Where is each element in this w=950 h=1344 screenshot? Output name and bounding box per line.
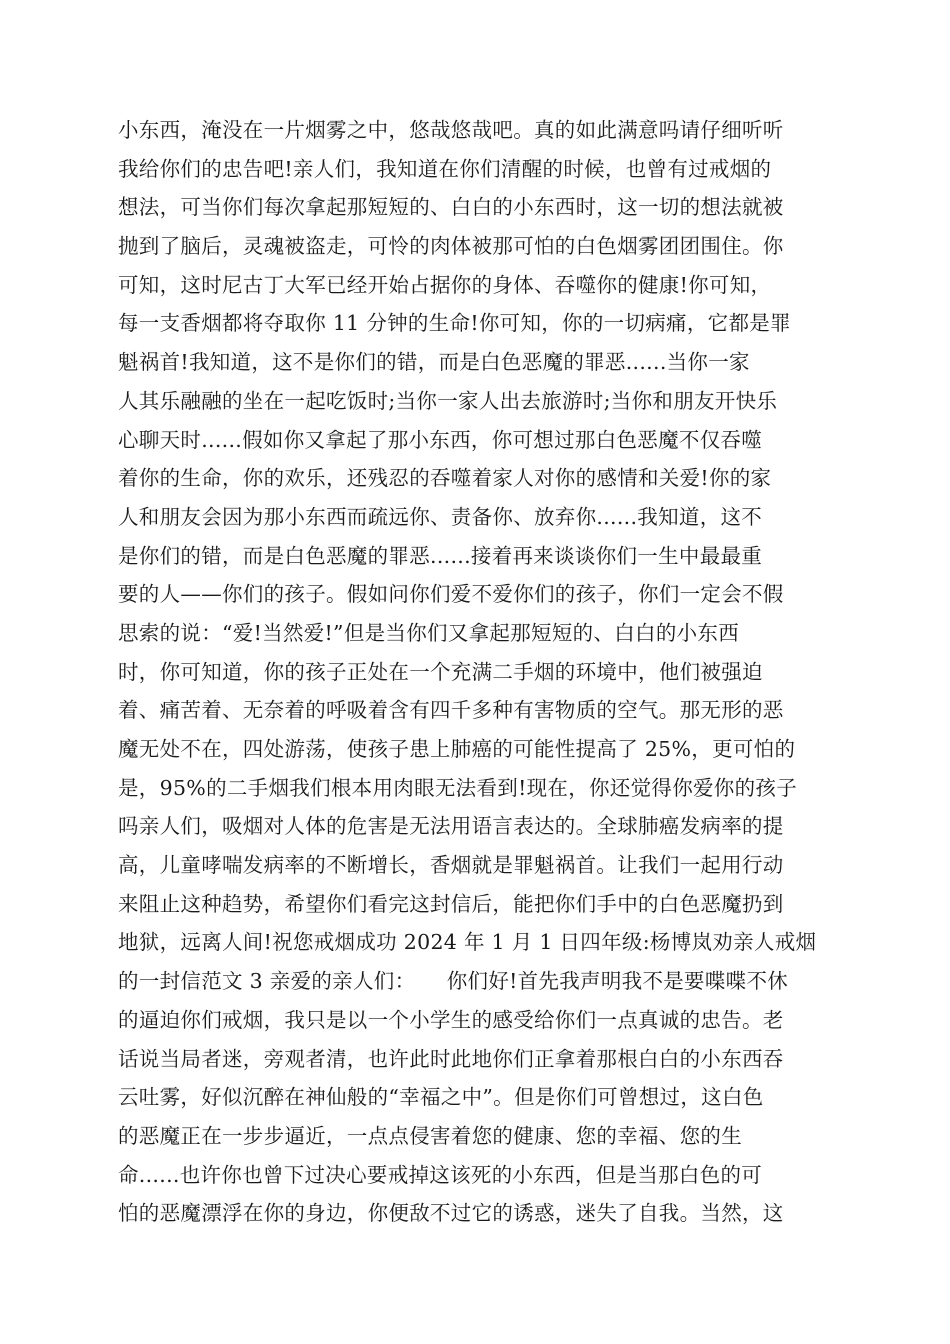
- text-line: 高，儿童哮喘发病率的不断增长，香烟就是罪魁祸首。让我们一起用行动: [118, 853, 784, 878]
- text-line: 魁祸首!我知道，这不是你们的错，而是白色恶魔的罪恶......当你一家: [118, 350, 750, 375]
- text-line: 心聊天时......假如你又拿起了那小东西，你可想过那白色恶魔不仅吞噬: [118, 427, 763, 452]
- text-line: 的逼迫你们戒烟，我只是以一个小学生的感受给你们一点真诚的忠告。老: [118, 1007, 784, 1032]
- text-line: 魔无处不在，四处游荡，使孩子患上肺癌的可能性提高了 25%，更可怕的: [118, 737, 796, 761]
- text-line: 抛到了脑后，灵魂被盗走，可怜的肉体被那可怕的白色烟雾团团围住。你: [118, 234, 784, 259]
- text-line: 着你的生命，你的欢乐，还残忍的吞噬着家人对你的感情和关爱!你的家: [118, 466, 772, 491]
- text-line: 来阻止这种趋势，希望你们看完这封信后，能把你们手中的白色恶魔扔到: [118, 891, 784, 916]
- text-line: 地狱，远离人间!祝您戒烟成功 2024 年 1 月 1 日四年级:杨博岚劝亲人戒烟: [118, 930, 817, 955]
- text-line: 的恶魔正在一步步逼近，一点点侵害着您的健康、您的幸福、您的生: [118, 1123, 742, 1148]
- text-line: 的一封信范文 3 亲爱的亲人们： 你们好!首先我声明我不是要喋喋不休: [118, 969, 789, 994]
- text-line: 话说当局者迷，旁观者清，也许此时此地你们正拿着那根白白的小东西吞: [118, 1046, 784, 1071]
- text-line: 可知，这时尼古丁大军已经开始占据你的身体、吞噬你的健康!你可知，: [118, 272, 772, 297]
- text-line: 我给你们的忠告吧!亲人们，我知道在你们清醒的时候，也曾有过戒烟的: [118, 156, 772, 181]
- text-line: 吗亲人们，吸烟对人体的危害是无法用语言表达的。全球肺癌发病率的提: [118, 814, 784, 839]
- text-line: 着、痛苦着、无奈着的呼吸着含有四千多种有害物质的空气。那无形的恶: [118, 698, 784, 723]
- text-line: 想法，可当你们每次拿起那短短的、白白的小东西时，这一切的想法就被: [118, 195, 784, 220]
- text-line: 命......也许你也曾下过决心要戒掉这该死的小东西，但是当那白色的可: [118, 1162, 763, 1187]
- text-line: 是你们的错，而是白色恶魔的罪恶......接着再来谈谈你们一生中最最重: [118, 543, 763, 568]
- text-line: 人和朋友会因为那小东西而疏远你、责备你、放弃你......我知道，这不: [118, 504, 763, 529]
- text-line: 云吐雾，好似沉醉在神仙般的“幸福之中”。但是你们可曾想过，这白色: [118, 1085, 764, 1110]
- text-line: 人其乐融融的坐在一起吃饭时;当你一家人出去旅游时;当你和朋友开快乐: [118, 388, 778, 413]
- text-line: 要的人——你们的孩子。假如问你们爱不爱你们的孩子，你们一定会不假: [118, 582, 784, 607]
- text-line: 每一支香烟都将夺取你 11 分钟的生命!你可知，你的一切病痛，它都是罪: [118, 311, 791, 336]
- text-line: 小东西，淹没在一片烟雾之中，悠哉悠哉吧。真的如此满意吗请仔细听听: [118, 118, 784, 142]
- body-text: [118, 111, 838, 1233]
- text-line: 怕的恶魔漂浮在你的身边，你便敌不过它的诱惑，迷失了自我。当然，这: [118, 1201, 784, 1226]
- text-line: 思索的说：“爱!当然爱!”但是当你们又拿起那短短的、白白的小东西: [118, 620, 740, 645]
- text-line: 是，95%的二手烟我们根本用肉眼无法看到!现在，你还觉得你爱你的孩子: [118, 775, 798, 800]
- text-line: 时，你可知道，你的孩子正处在一个充满二手烟的环境中，他们被强迫: [118, 659, 763, 684]
